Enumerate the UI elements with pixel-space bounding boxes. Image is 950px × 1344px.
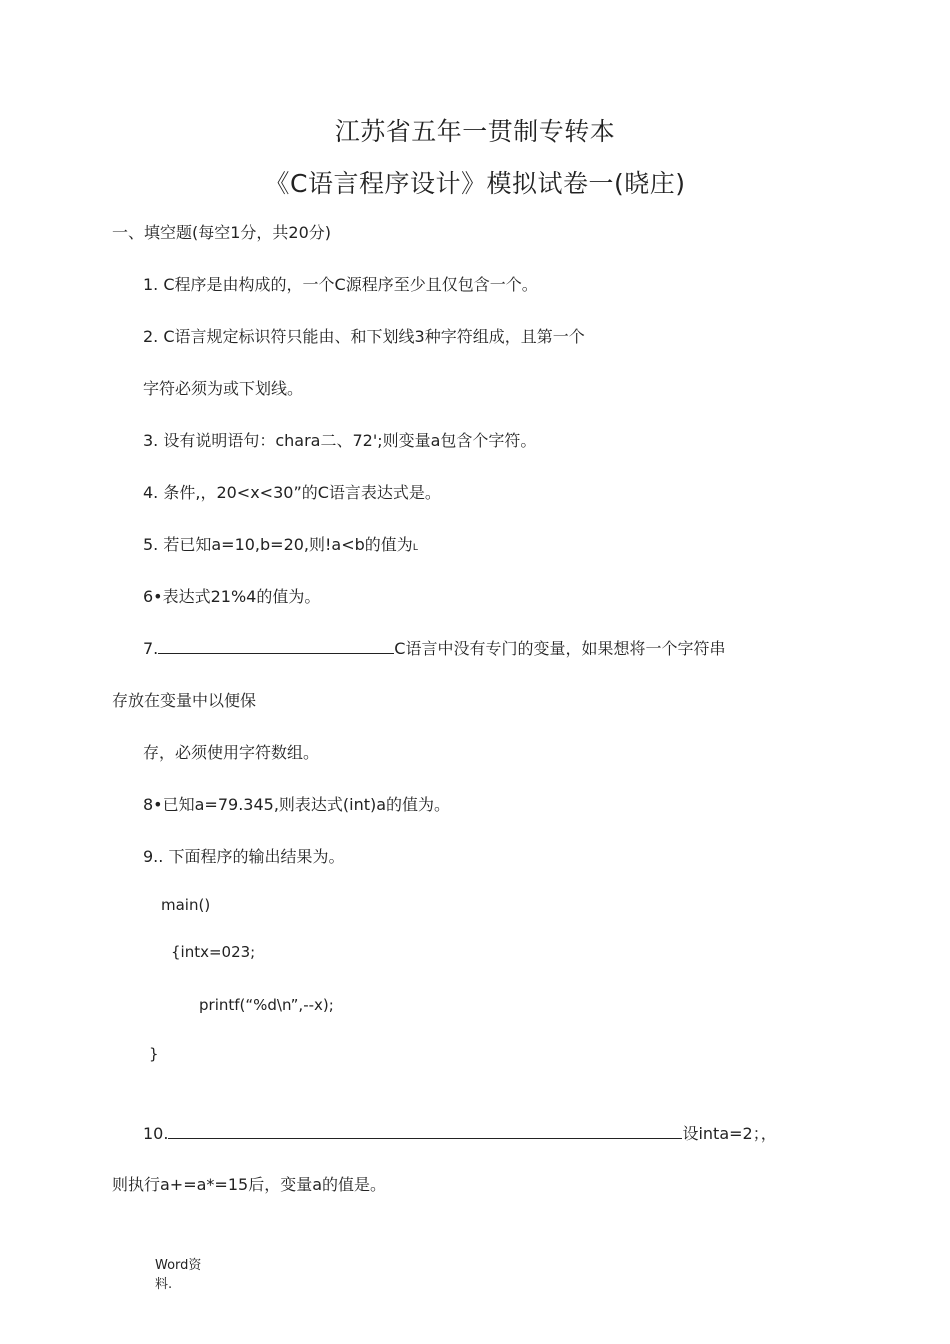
code-line-2: {intx=023; (171, 943, 256, 961)
question-2-line-2: 字符必须为或下划线。 (143, 379, 304, 398)
footer-line-2: 料. (155, 1277, 173, 1292)
title-line-1: 江苏省五年一贯制专转本 (334, 117, 616, 146)
question-5 (143, 532, 418, 555)
question-10-number: 10. (143, 1124, 169, 1143)
answer-blank-7 (158, 639, 394, 654)
question-5-text: 5. 若已知a=10,b=20,则!a<b的值为 (143, 535, 413, 554)
question-10-line-1 (143, 1121, 777, 1144)
question-2-line-1: 2. C语言规定标识符只能由、和下划线3种字符组成，且第一个 (143, 327, 585, 346)
question-8: 8•已知a=79.345,则表达式(int)a的值为。 (143, 795, 451, 814)
question-9: 9.. 下面程序的输出结果为。 (143, 847, 345, 866)
footer-line-1: Word资 (155, 1258, 202, 1273)
question-4: 4. 条件,，20<x<30”的C语言表达式是。 (143, 483, 441, 502)
question-7-line-2: 存放在变量中以便保 (112, 691, 257, 710)
question-7-text: C语言中没有专门的变量，如果想将一个字符串 (394, 639, 726, 658)
question-10-line-2: 则执行a+=a*=15后，变量a的值是。 (112, 1175, 386, 1194)
question-1: 1. C程序是由构成的，一个C源程序至少且仅包含一个。 (143, 275, 538, 294)
title-line-2: 《C语言程序设计》模拟试卷一(晓庄) (264, 169, 686, 198)
code-line-3: printf(“%d\n”,--x); (199, 996, 334, 1014)
section-heading: 一、填空题(每空1分，共20分) (112, 223, 332, 242)
question-7-line-1 (143, 636, 725, 659)
question-6: 6•表达式21%4的值为。 (143, 587, 321, 606)
code-line-4: } (149, 1045, 159, 1063)
question-5-mark: L (412, 543, 418, 553)
question-7-number: 7. (143, 639, 159, 658)
question-10-text: 设inta=2；， (682, 1124, 777, 1143)
question-3: 3. 设有说明语句：chara二、72';则变量a包含个字符。 (143, 431, 537, 450)
code-line-1: main() (161, 896, 211, 914)
answer-blank-10 (168, 1124, 682, 1139)
question-7-line-3: 存，必须使用字符数组。 (143, 743, 320, 762)
